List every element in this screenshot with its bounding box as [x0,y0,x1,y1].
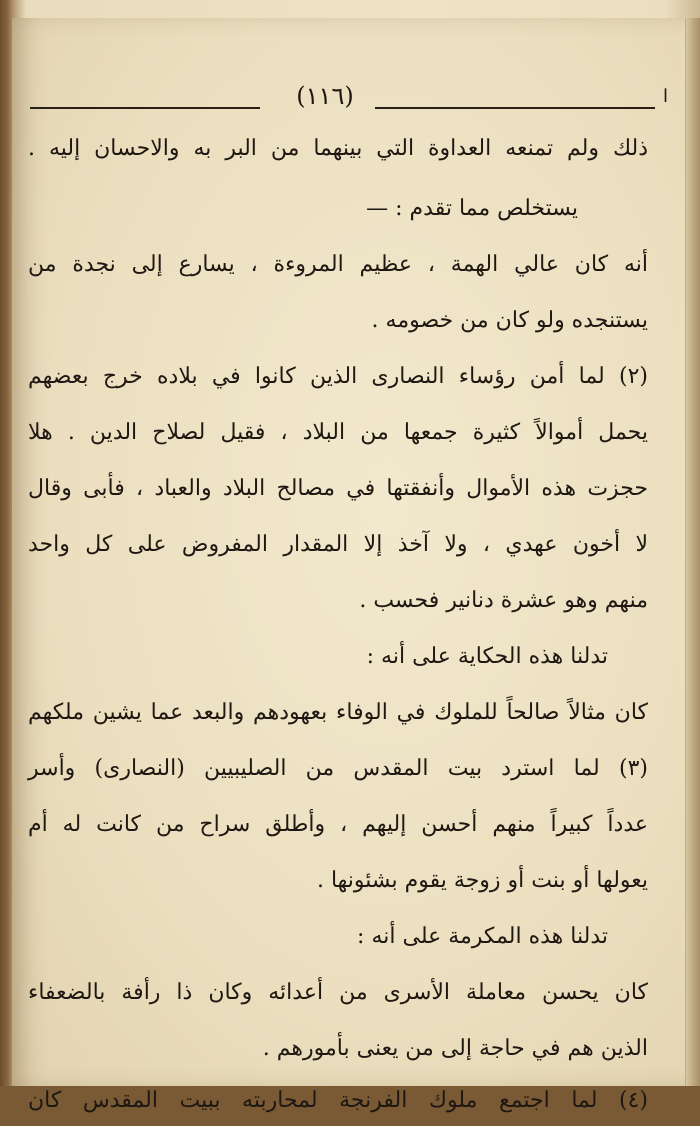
text-line: يستنجده ولو كان من خصومه . [371,308,648,333]
text-line: تدلنا هذه المكرمة على أنه : [357,924,608,949]
text-line: ذلك ولم تمنعه العداوة التي بينهما من البر به والاحسان إليه . [28,136,649,161]
margin-mark: ا [663,86,669,107]
text-line: (٤) لما اجتمع ملوك الفرنجة لمحاربته ببيت المقدس كان [28,1088,648,1113]
header-rule-left [30,107,260,109]
text-line: كان يحسن معاملة الأسرى من أعدائه وكان ذا رأفة بالضعفاء [28,980,648,1005]
page-number: (١١٦) [296,82,354,110]
text-line: لا أخون عهدي ، ولا آخذ إلا المقدار المفروض على كل واحد [28,532,648,557]
header-rule-right [375,107,655,109]
text-line: يحمل أموالاً كثيرة جمعها من البلاد ، فقيل لصلاح الدين . هلا [28,420,648,445]
text-line: (٣) لما استرد بيت المقدس من الصليبيين (النصارى) وأسر [28,756,648,781]
text-line: الذين هم في حاجة إلى من يعنى بأمورهم . [262,1036,648,1061]
text-line: منهم وهو عشرة دنانير فحسب . [359,588,648,613]
text-line: يعولها أو بنت أو زوجة يقوم بشئونها . [316,868,648,893]
text-line: يستخلص مما تقدم : — [366,196,578,221]
text-line: كان مثالاً صالحاً للملوك في الوفاء بعهودهم والبعد عما يشين ملكهم [28,700,648,725]
text-line: عدداً كبيراً منهم أحسن إليهم ، وأطلق سراح من كانت له أم [28,812,648,837]
text-line: حجزت هذه الأموال وأنفقتها في مصالح البلاد والعباد ، فأبى وقال [28,476,648,501]
page-edge [685,18,700,1086]
text-line: (٢) لما أمن رؤساء النصارى الذين كانوا في بلاده خرج بعضهم [28,364,648,389]
text-line: تدلنا هذه الحكاية على أنه : [366,644,608,669]
page-header [30,80,650,120]
text-line: أنه كان عالي الهمة ، عظيم المروءة ، يسارع إلى نجدة من [28,252,648,277]
